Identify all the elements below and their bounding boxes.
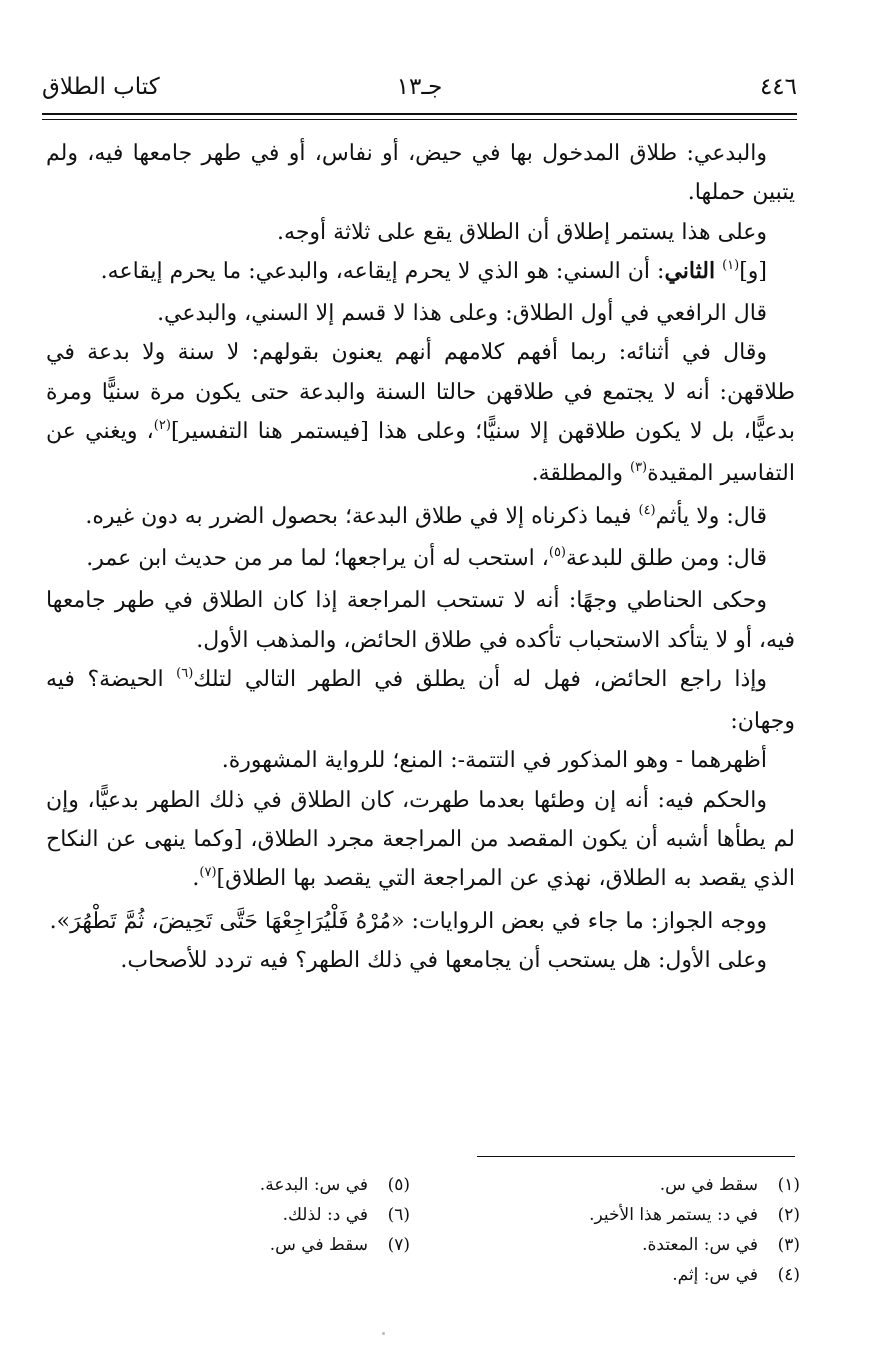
paragraph-text: قال: ومن طلق للبدعة [566, 545, 767, 571]
paragraph: ووجه الجواز: ما جاء في بعض الروايات: «مُرْهُ فَلْيُرَاجِعْهَا حَتَّى تَحِيضَ، ثُمَّ تَطْهُرَ». [49, 908, 767, 934]
paragraph-text: ، ويغني عن التفاسير المقيدة [46, 419, 795, 487]
footnote [470, 1170, 800, 1200]
paragraph-text: فيما ذكرناه إلا في طلاق البدعة؛ بحصول الضرر به دون غيره. [85, 503, 639, 529]
paragraph [46, 539, 795, 581]
footnote-number: (٤) [777, 1265, 800, 1285]
paragraph-text: والحكم فيه: أنه إن وطئها بعدما طهرت، كان الطلاق في ذلك الطهر بدعيًّا، وإن لم يطأها أشبه أن يكون المقصد من المراجعة مجرد الطلاق، [وكما ينهى عن النكاح الذي يقصد به الطلاق، نهذي عن المراجعة التي يقصد بها الطلاق] [46, 787, 795, 892]
paragraph-text: والمطلقة. [531, 461, 630, 487]
page-number: ٤٤٦ [759, 74, 797, 100]
footnote-ref: (٣) [629, 460, 648, 476]
footnote [470, 1230, 800, 1260]
footnote-number: (٧) [387, 1235, 410, 1255]
footnote-number: (٢) [777, 1205, 800, 1225]
volume-label: جـ١٣ [396, 74, 443, 100]
footnote-text: في س: البدعة. [259, 1175, 368, 1195]
paragraph-text: الحيضة؟ فيه وجهان: [46, 666, 795, 735]
running-header [42, 72, 797, 108]
paragraph-text: ، استحب له أن يراجعها؛ لما مر من حديث ابن عمر. [86, 545, 549, 571]
footnote-text: سقط في س. [269, 1235, 368, 1255]
paragraph-text: قال: ولا يأثم [655, 503, 767, 529]
paragraph: أظهرهما - وهو المذكور في التتمة-: المنع؛ للرواية المشهورة. [221, 748, 767, 774]
footnote [470, 1260, 800, 1290]
footnote [80, 1200, 410, 1230]
footnote-text: في س: إثم. [672, 1265, 758, 1285]
paragraph [46, 497, 795, 539]
paragraph-text: وإذا راجع الحائض، فهل له أن يطلق في الطهر التالي لتلك [193, 666, 767, 692]
footnote-number: (٦) [387, 1205, 410, 1225]
footnote-text: في س: المعتدة. [642, 1235, 758, 1255]
footnote [80, 1170, 410, 1200]
footnote [470, 1200, 800, 1230]
footnote-text: سقط في س. [659, 1175, 758, 1195]
footnote-ref: (٤) [638, 502, 656, 518]
paragraph [46, 781, 795, 902]
bold-term: الثاني [664, 257, 716, 284]
footnote-number: (١) [777, 1175, 800, 1195]
footnote-number: (٥) [387, 1175, 410, 1195]
footnote-ref: (١) [722, 257, 740, 273]
header-rule-thick [42, 113, 797, 115]
footnote-text: في د: يستمر هذا الأخير. [589, 1205, 758, 1225]
main-text [46, 134, 795, 980]
paragraph [46, 660, 795, 742]
paragraph: وعلى الأول: هل يستحب أن يجامعها في ذلك الطهر؟ فيه تردد للأصحاب. [120, 947, 767, 973]
paragraph [46, 252, 795, 294]
paragraph: والبدعي: طلاق المدخول بها في حيض، أو نفاس، أو في طهر جامعها فيه، ولم يتبين حملها. [46, 141, 795, 206]
paragraph [46, 333, 795, 496]
footnote-ref: (٢) [153, 418, 171, 434]
footnote-rule [477, 1156, 795, 1157]
paragraph-text: . [192, 866, 200, 892]
paragraph-text: وقال في أثنائه: ربما أفهم كلامهم أنهم يعنون بقولهم: لا سنة ولا بدعة في طلاقهن: أنه لا يجتمع في طلاقهن حالتا السنة والبدعة حتى يكون مرة سنيًّا ومرة بدعيًّا، بل لا يكون طلاقهن إلا سنيًّا؛ وعلى هذا [فيستمر هنا التفسير] [46, 340, 796, 445]
footnote-number: (٣) [777, 1235, 800, 1255]
paragraph: قال الرافعي في أول الطلاق: وعلى هذا لا قسم إلا السني، والبدعي. [157, 301, 767, 327]
paragraph-text: : أن السني: هو الذي لا يحرم إيقاعه، والبدعي: ما يحرم إيقاعه. [100, 258, 665, 284]
header-rule-thin [42, 119, 797, 120]
footnote-column-right [470, 1170, 800, 1290]
book-title: كتاب الطلاق [42, 74, 160, 100]
footnote-ref: (٥) [548, 544, 566, 560]
paragraph: وعلى هذا يستمر إطلاق أن الطلاق يقع على ثلاثة أوجه. [277, 219, 767, 245]
footnote-ref: (٧) [199, 865, 217, 881]
bracket-text: [و] [739, 258, 767, 284]
footnote-ref: (٦) [176, 665, 194, 681]
scan-speck [382, 1332, 385, 1335]
footnote-text: في د: لذلك. [282, 1205, 368, 1225]
footnote [80, 1230, 410, 1260]
footnote-column-left [80, 1170, 410, 1260]
paragraph: وحكى الحناطي وجهًا: أنه لا تستحب المراجعة إذا كان الطلاق في طهر جامعها فيه، أو لا يتأكد الاستحباب تأكده في طلاق الحائض، والمذهب الأول. [46, 588, 795, 653]
